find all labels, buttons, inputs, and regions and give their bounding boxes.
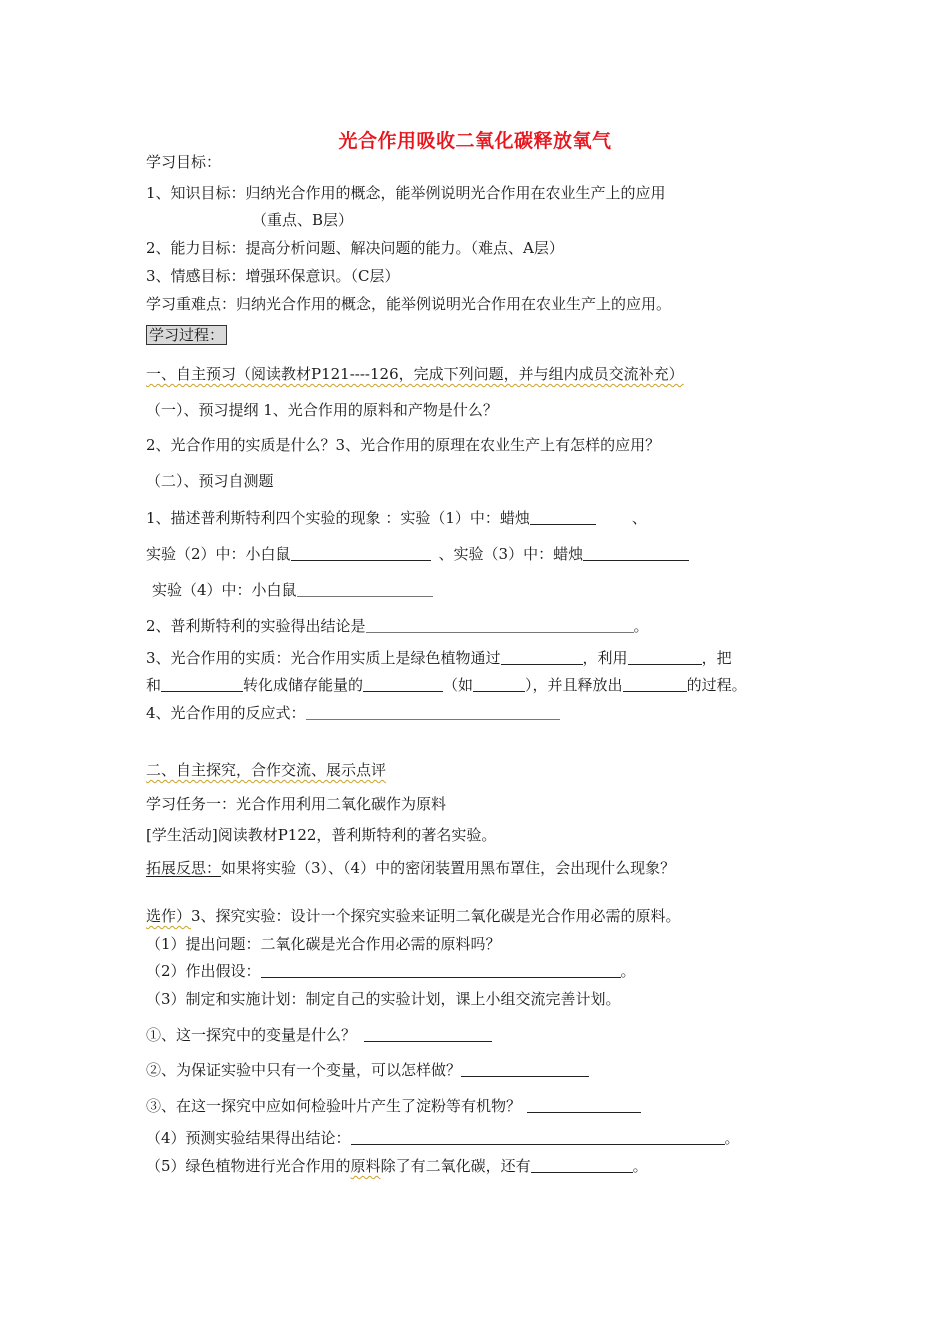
other-materials-blank[interactable] <box>531 1157 633 1173</box>
selftest-q1-line1 <box>146 508 647 528</box>
selftest-q3-line1 <box>146 648 732 668</box>
q1-text: 1、描述普利斯特利四个实验的现象 ：实验（1）中：蜡烛 <box>146 509 530 527</box>
step-5 <box>146 1156 648 1176</box>
outline-question-1: （一）、预习提纲 1、光合作用的原料和产物是什么？ <box>146 401 498 419</box>
q1-separator: 、 <box>631 509 647 527</box>
selftest-q1-line3 <box>152 580 433 600</box>
q3-text-f: （如 <box>443 676 474 694</box>
step2-text: （2）作出假设： <box>146 962 261 980</box>
step-3: （3）制定和实施计划：制定自己的实验计划，课上小组交流完善计划。 <box>146 990 621 1008</box>
step4-text: （4）预测实验结果得出结论： <box>146 1129 351 1147</box>
q2-blank[interactable] <box>366 617 634 633</box>
elective-text: 3、探究实验：设计一个探究实验来证明二氧化碳是光合作用必需的原料。 <box>191 907 681 925</box>
section2-heading: 二、自主探究，合作交流、展示点评 <box>146 761 387 779</box>
variable-blank[interactable] <box>364 1026 492 1042</box>
q3-text-e: 转化成储存能量的 <box>243 676 364 694</box>
substep2-text: ②、为保证实验中只有一个变量，可以怎样做？ <box>146 1061 462 1079</box>
q1-exp4-text: 实验（4）中：小白鼠 <box>152 581 297 599</box>
selftest-q4 <box>146 703 560 723</box>
substep3-text: ③、在这一探究中应如何检验叶片产生了淀粉等有机物？ <box>146 1097 522 1115</box>
objective-emotion: 3、情感目标：增强环保意识。（C层） <box>146 267 400 285</box>
q3-blank-2[interactable] <box>628 649 702 665</box>
substep-3 <box>146 1096 641 1116</box>
process-label-text: 学习过程： <box>146 325 227 345</box>
elective-label: 选作） <box>146 907 192 925</box>
q3-blank-4[interactable] <box>363 676 443 692</box>
selftest-q3-line2 <box>146 675 747 695</box>
step-1: （1）提出问题：二氧化碳是光合作用必需的原料吗？ <box>146 935 501 953</box>
step2-end: 。 <box>620 962 636 980</box>
objective-knowledge: 1、知识目标：归纳光合作用的概念，能举例说明光合作用在农业生产上的应用 <box>146 184 666 202</box>
objective-knowledge-level: （重点、B层） <box>252 211 354 229</box>
q2-text: 2、普利斯特利的实验得出结论是 <box>146 617 366 635</box>
selftest-q1-line2 <box>146 544 689 564</box>
reflection-text: 如果将实验（3）、（4）中的密闭装置用黑布罩住，会出现什么现象？ <box>221 859 676 877</box>
elective <box>146 906 681 926</box>
reflection-label: 拓展反思： <box>146 859 222 877</box>
substep-2 <box>146 1060 589 1080</box>
q3-text-h: 的过程。 <box>686 676 747 694</box>
key-points: 学习重难点：归纳光合作用的概念，能举例说明光合作用在农业生产上的应用。 <box>146 295 672 313</box>
q1-exp3-text: 、实验（3）中：蜡烛 <box>438 545 584 563</box>
step5-end: 。 <box>632 1157 648 1175</box>
q4-text: 4、光合作用的反应式： <box>146 704 306 722</box>
q4-blank[interactable] <box>306 704 560 720</box>
q3-blank-1[interactable] <box>501 649 583 665</box>
selftest-q2 <box>146 616 649 636</box>
q1-exp2-blank[interactable] <box>291 545 431 561</box>
single-variable-blank[interactable] <box>461 1061 589 1077</box>
q3-blank-6[interactable] <box>623 676 687 692</box>
step5-text-a: （5）绿色植物进行光合作用的 <box>146 1157 351 1175</box>
section1-heading: 一、自主预习（阅读教材P121----126，完成下列问题，并与组内成员交流补充） <box>146 365 684 383</box>
q3-text-d: 和 <box>146 676 162 694</box>
q3-text-a: 3、光合作用的实质：光合作用实质上是绿色植物通过 <box>146 649 501 667</box>
hypothesis-blank[interactable] <box>261 962 621 978</box>
q1-exp4-blank[interactable] <box>297 581 433 597</box>
student-activity: [学生活动]阅读教材P122，普利斯特利的著名实验。 <box>146 826 497 844</box>
substep1-text: ①、这一探究中的变量是什么？ <box>146 1026 357 1044</box>
substep-1 <box>146 1025 492 1045</box>
starch-test-blank[interactable] <box>527 1097 641 1113</box>
q3-blank-3[interactable] <box>161 676 243 692</box>
q3-text-g: ），并且释放出 <box>525 676 623 694</box>
step-2 <box>146 961 636 981</box>
q1-exp2-text: 实验（2）中：小白鼠 <box>146 545 291 563</box>
document-title: 光合作用吸收二氧化碳释放氧气 <box>338 130 612 152</box>
q1-exp3-blank[interactable] <box>583 545 689 561</box>
reflection <box>146 858 675 878</box>
conclusion-blank[interactable] <box>351 1129 725 1145</box>
q3-text-b: ，利用 <box>582 649 628 667</box>
q2-end: 。 <box>633 617 649 635</box>
selftest-heading: （二）、预习自测题 <box>146 472 274 490</box>
step5-text-c: 除了有二氧化碳，还有 <box>380 1157 531 1175</box>
q3-blank-5[interactable] <box>473 676 525 692</box>
step-4 <box>146 1128 740 1148</box>
q3-text-c: ，把 <box>701 649 732 667</box>
objectives-heading: 学习目标： <box>146 153 222 171</box>
q1-exp1-blank[interactable] <box>530 509 596 525</box>
step4-end: 。 <box>724 1129 740 1147</box>
outline-questions-2-3: 2、光合作用的实质是什么？3、光合作用的原理在农业生产上有怎样的应用？ <box>146 436 661 454</box>
objective-ability: 2、能力目标：提高分析问题、解决问题的能力。（难点、A层） <box>146 239 564 257</box>
process-label <box>146 325 227 345</box>
step5-text-b: 原料 <box>350 1157 381 1175</box>
task1: 学习任务一：光合作用利用二氧化碳作为原料 <box>146 795 447 813</box>
